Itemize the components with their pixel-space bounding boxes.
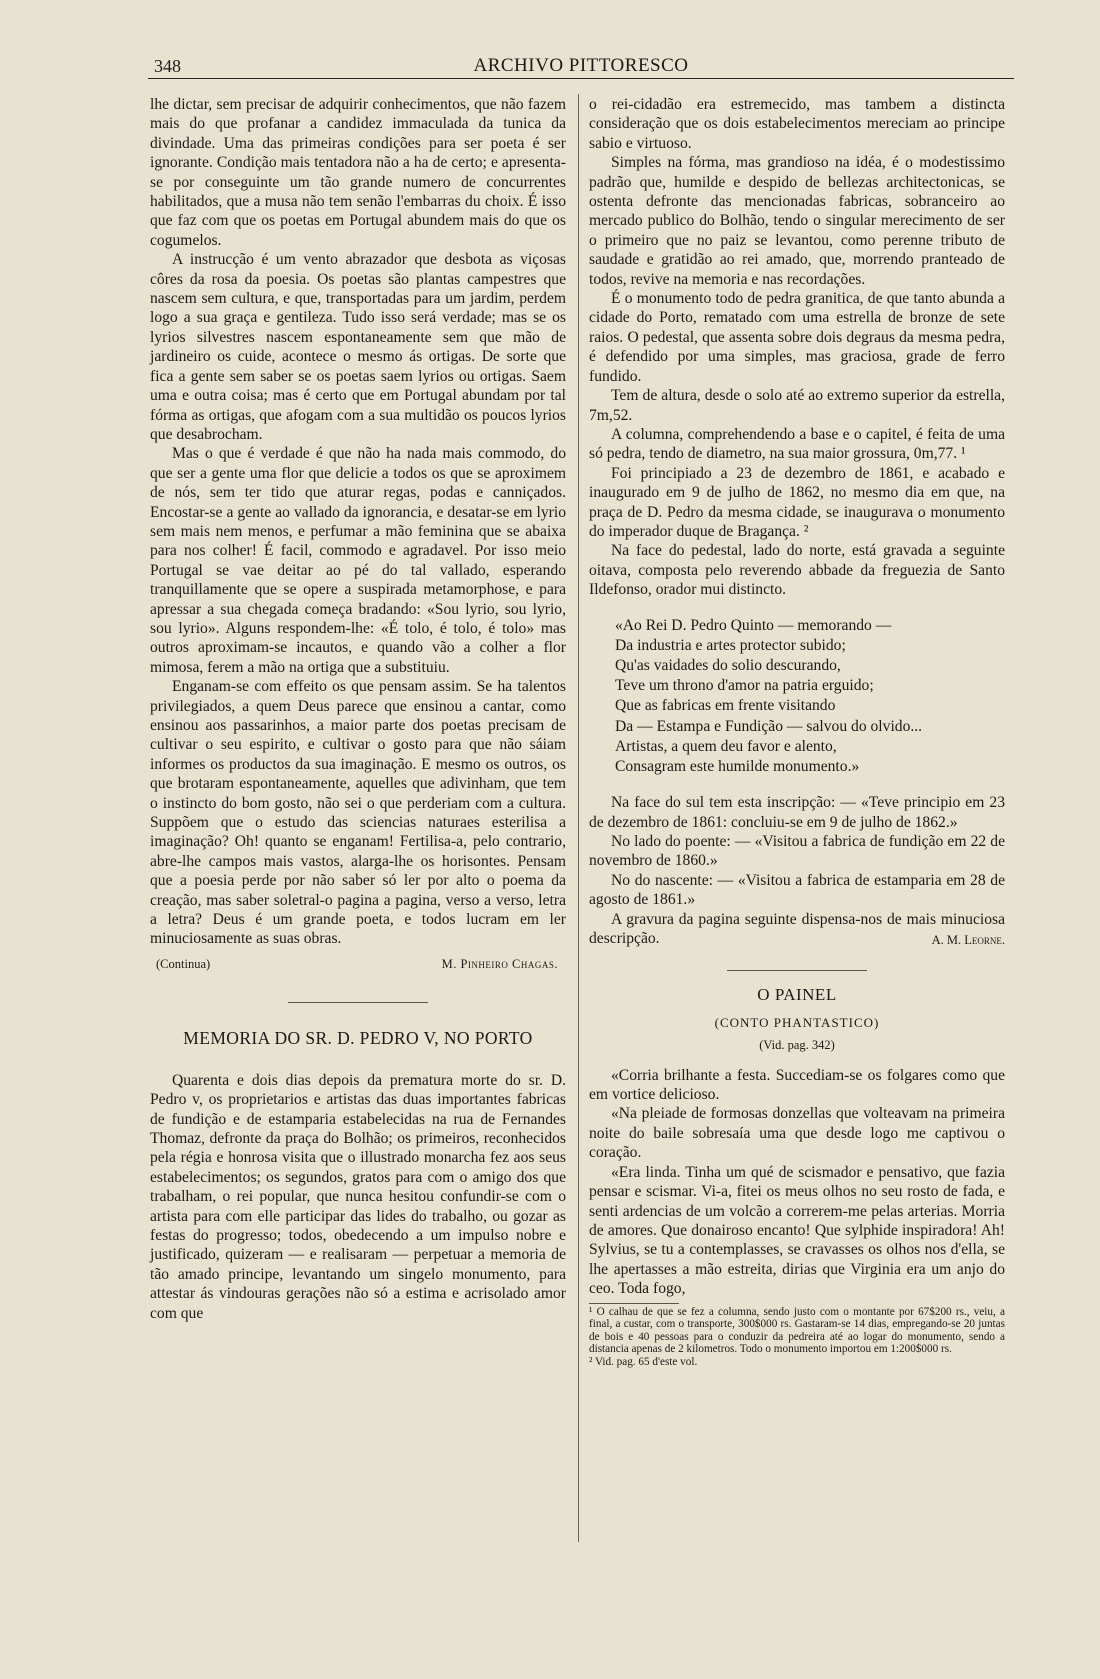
poem-line: Consagram este humilde monumento.» [615, 757, 860, 775]
column-divider [578, 94, 579, 1542]
article-paragraph: lhe dictar, sem precisar de adquirir conhecimentos, que não fazem mais do que profanar a candidez immaculada da tunica da divindade. Uma das primeiras condições para ser poeta é ser ignorante. Condição mais tentadora não a ha de certo; e apresenta-se por conseguinte um tão grande numero de concurrentes habilitados, que a musa não tem senão l'embarras du choix. É isso que faz com que os poetas em Portugal abundem mais do que os cogumelos. [150, 96, 566, 249]
poem [615, 616, 1005, 778]
page-number: 348 [154, 56, 181, 76]
article-paragraph: o rei-cidadão era estremecido, mas tambem a distincta consideração que os dois estabelecimentos mereciam ao principe sabio e virtuoso. [589, 96, 1005, 152]
author-name: A. M. Leorne. [931, 933, 1005, 948]
article-paragraph: Tem de altura, desde o solo até ao extremo superior da estrella, 7m,52. [589, 387, 1005, 424]
page-header [148, 52, 1014, 79]
footnote: ² Vid. pag. 65 d'este vol. [589, 1355, 698, 1368]
article-subtitle: (CONTO PHANTASTICO) [714, 1014, 880, 1030]
left-column [150, 95, 566, 1323]
article-signature [150, 955, 566, 974]
article-title: O PAINEL [757, 985, 837, 1005]
poem-line: «Ao Rei D. Pedro Quinto — memorando — [615, 616, 892, 634]
section-separator [288, 1002, 428, 1003]
article-title: MEMORIA DO SR. D. PEDRO V, NO PORTO [183, 1028, 533, 1049]
poem-line: Da industria e artes protector subido; [615, 636, 846, 654]
author-name: M. Pinheiro Chagas. [441, 956, 558, 971]
article-paragraph: É o monumento todo de pedra granitica, de que tanto abunda a cidade do Porto, rematado com uma estrella de bronze de sete raios. O pedestal, que assenta sobre dois degraus da mesma pedra, é defendido por uma simples, mas graciosa, grade de ferro fundido. [589, 290, 1005, 385]
poem-line: Qu'as vaidades do solio descurando, [615, 656, 841, 674]
article-paragraph: No lado do poente: — «Visitou a fabrica de fundição em 22 de novembro de 1860.» [589, 833, 1005, 870]
article-paragraph: A instrucção é um vento abrazador que desbota as viçosas côres da rosa da poesia. Os poetas são plantas campestres que nascem sem cultura, e que, transportadas para um jardim, perdem logo a sua graça e gentileza. Tudo isso será verdade; mas se os lyrios silvestres nascem espontaneamente sem que mão de jardineiro os cuide, acontece o mesmo ás ortigas. De sorte que fica a gente sem saber se os poetas saem lyrios ou ortigas. Saem uma e outra coisa; mas é certo que em Portugal abundam por tal fórma as ortigas, que afogam com a sua multidão os poucos lyrios que desabrocham. [150, 251, 566, 443]
article-paragraph: Enganam-se com effeito os que pensam assim. Se ha talentos privilegiados, a quem Deus parece que ensinou a cantar, como ensinou aos passarinhos, a maior parte dos poetas precisam de cultivar o seu espirito, e cultivar o gosto para que não sáiam informes os productos da sua imaginação. E mesmo os outros, os que brotaram espontaneamente, aquelles que adivinham, que tem o instincto do bom gosto, não sei o que perderiam com a cultura. Suppõem que o estudo das sciencias naturaes esterilisa a imaginação? Oh! quanto se enganam! Fertilisa-a, pelo contrario, abre-lhe campos mais vastos, alarga-lhe os horisontes. Pensam que a poesia perde por não saber só ler por alto o poema da creação, mas saber soletral-o pagina a pagina, verso a verso, letra a letra? Deus é um grande poeta, e todos lucram em ler minuciosamente as suas obras. [150, 678, 566, 948]
article-paragraph: «Era linda. Tinha um qué de scismador e pensativo, que fazia pensar e scismar. Vi-a, fitei os meus olhos no seu rosto de fada, e senti ardencias de um volcão a correrem-me pelas arterias. Morria de amores. Que donairoso encanto! Que sylphide inspiradora! Ah! Sylvius, se tu a contemplasses, se cravasses os olhos nos d'ella, se lhe apertasses a mão estreita, dirias que Virginia era um anjo do ceo. Toda fogo, [589, 1163, 1005, 1298]
poem-line: Da — Estampa e Fundição — salvou do olvido... [615, 717, 923, 735]
page-reference: (Vid. pag. 342) [759, 1038, 835, 1053]
section-separator [727, 970, 867, 971]
article-paragraph: Simples na fórma, mas grandioso na idéa, é o modestissimo padrão que, humilde e despido de bellezas architectonicas, se ostenta defronte das mencionadas fabricas, sobranceiro ao mercado publico do Bolhão, tendo o singular merecimento de ser o primeiro que no paiz se levantou, como perenne tributo de saudade e gratidão ao rei amado, que, morrendo pranteado de todos, revive na memoria e nas recordações. [589, 154, 1005, 288]
article-paragraph [589, 910, 1005, 949]
article-paragraph: Na face do sul tem esta inscripção: — «Teve principio em 23 de dezembro de 1861: concluiu-se em 9 de julho de 1862.» [589, 794, 1005, 831]
article-paragraph: «Corria brilhante a festa. Succediam-se os folgares como que em vortice delicioso. [589, 1066, 1005, 1104]
continues-note: (Continua) [156, 956, 211, 971]
article-paragraph: Foi principiado a 23 de dezembro de 1861, e acabado e inaugurado em 9 de julho de 1862, no mesmo dia em que, na praça de D. Pedro da mesma cidade, se inaugurava o monumento do imperador duque de Bragança. ² [589, 464, 1005, 540]
right-column [589, 95, 1005, 1369]
footnote: ¹ O calhau de que se fez a columna, sendo justo com o montante por 67$200 rs., veiu, a final, a custar, com o transporte, 300$000 rs. Gastaram-se 14 dias, empregando-se 20 juntas de bois e 40 pessoas para o conduzir da pedreira até ao logar do monumento, sendo a distancia apenas de 2 kilometros. Todo o monumento importou em 1:200$000 rs. [589, 1305, 1005, 1356]
footnote-rule [589, 1303, 679, 1304]
poem-line: Teve um throno d'amor na patria erguido; [615, 677, 874, 695]
article-paragraph: Quarenta e dois dias depois da prematura morte do sr. D. Pedro v, os proprietarios e artistas das duas importantes fabricas de fundição e de estamparia estabelecidas na rua de Fernandes Thomaz, defronte da praça do Bolhão; os primeiros, reconhecidos pela régia e honrosa visita que o illustrado monarcha fez aos seus estabelecimentos; os segundos, gratos para com o amigo dos que trabalham, o rei popular, que nunca hesitou confundir-se com o artista para com elle participar das lides do trabalho, ou gozar as festas do progresso; todos, obedecendo a um impulso nobre e justificado, quizeram — e realisaram — perpetuar a memoria de tão amado principe, levantando um singelo monumento, para attestar ás vindouras gerações não só a estima e acrisolado amor com que [150, 1071, 566, 1322]
article-paragraph: Mas o que é verdade é que não ha nada mais commodo, do que ser a gente uma flor que delicie a todos os que se aproximem de nós, sem ter tido que aturar regas, podas e canniçados. Encostar-se a gente ao vallado da ignorancia, e desatar-se em lyrio sem mais nem menos, e perfumar a mão feminina que se abaixa para nos colher! É facil, commodo e agradavel. Por isso meio Portugal se vae deitar ao pé do tal vallado, esperando tranquillamente que se opere a suspirada metamorphose, e para apressar a sua chegada começa bradando: «Sou lyrio, sou lyrio, sou lyrio». Alguns respondem-lhe: «É tolo, é tolo, é tolo» mas outros aproximam-se incautos, e quando vão a colher a flor mimosa, ferem a mão na ortiga que a substituiu. [150, 445, 566, 676]
article-paragraph: «Na pleiade de formosas donzellas que volteavam na primeira noite do baile sobresaía uma que desde logo me captivou o coração. [589, 1105, 1005, 1162]
running-title: ARCHIVO PITTORESCO [473, 55, 689, 76]
poem-line: Artistas, a quem deu favor e alento, [615, 737, 837, 755]
article-text: A gravura da pagina seguinte dispensa-nos de mais minuciosa descripção. [589, 910, 1005, 948]
article-paragraph: A columna, comprehendendo a base e o capitel, é feita de uma só pedra, tendo de diametro, na sua maior grossura, 0m,77. ¹ [589, 425, 1005, 463]
article-paragraph: Na face do pedestal, lado do norte, está gravada a seguinte oitava, composta pelo reverendo abbade da freguezia de Santo Ildefonso, orador mui distincto. [589, 542, 1005, 599]
poem-line: Que as fabricas em frente visitando [615, 697, 836, 715]
article-paragraph: No do nascente: — «Visitou a fabrica de estamparia em 28 de agosto de 1861.» [589, 871, 1005, 909]
